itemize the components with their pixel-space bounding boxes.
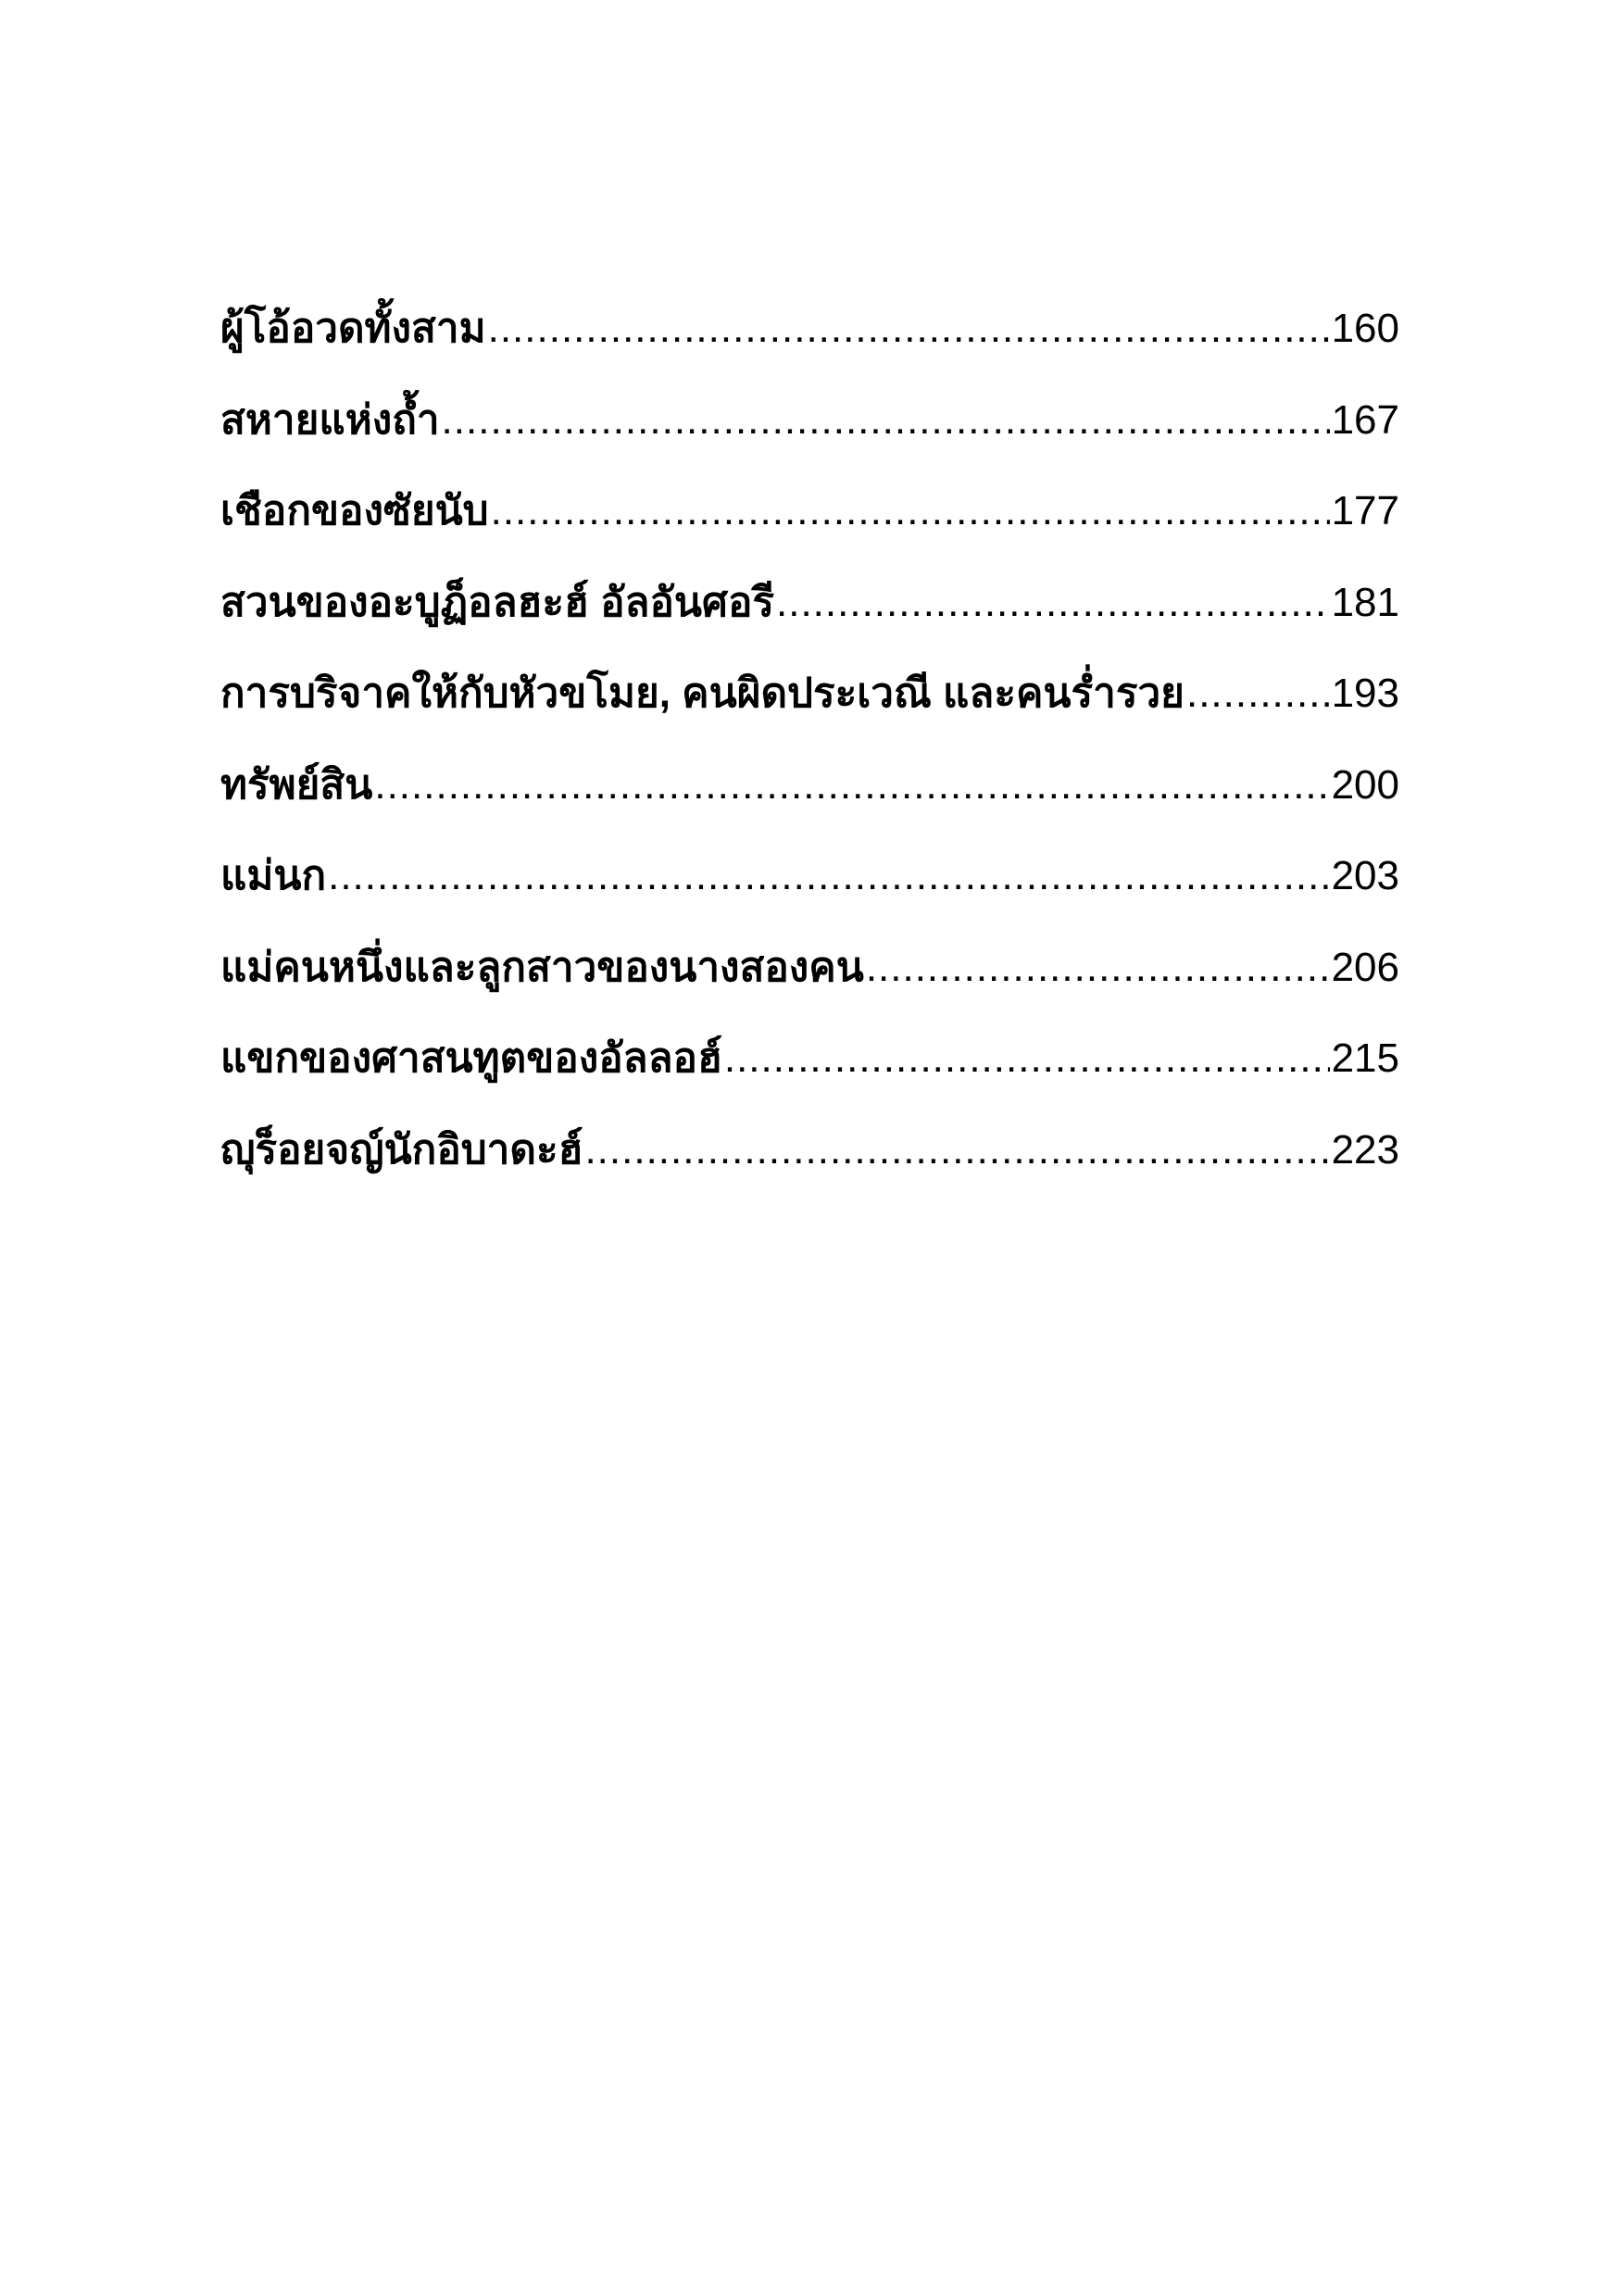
toc-entry-title: สวนของอะบูฏ็อลฮะฮ์ อัลอันศอรี: [220, 579, 774, 625]
toc-entry-page: 215: [1331, 1035, 1399, 1081]
toc-entry-page: 223: [1331, 1126, 1399, 1173]
toc-entry-page: 200: [1331, 761, 1399, 808]
toc-entry-page: 167: [1331, 396, 1399, 443]
dot-leader: [488, 283, 1330, 375]
toc-entry[interactable]: [220, 283, 1399, 375]
toc-entry[interactable]: [220, 375, 1399, 467]
toc-entry[interactable]: [220, 1105, 1399, 1197]
toc-entry-page: 203: [1331, 853, 1399, 898]
toc-entry-title: ผู้โอ้อวดทั้งสาม: [220, 306, 486, 351]
toc-entry[interactable]: [220, 740, 1399, 832]
toc-entry[interactable]: [220, 922, 1399, 1014]
toc-entry[interactable]: [220, 466, 1399, 558]
dot-leader: [491, 466, 1330, 558]
toc-entry-title: เชือกของซัยนับ: [220, 488, 489, 533]
toc-entry-title: แม่นก: [220, 853, 327, 898]
dot-leader: [374, 740, 1329, 832]
toc-entry-page: 206: [1331, 944, 1399, 990]
toc-entry[interactable]: [220, 558, 1399, 649]
toc-entry-page: 193: [1331, 671, 1399, 716]
dot-leader: [776, 558, 1330, 649]
toc-entry-title: ทรัพย์สิน: [220, 761, 373, 808]
dot-leader: [1186, 648, 1330, 740]
toc-entry-page: 177: [1331, 488, 1399, 533]
toc-entry[interactable]: [220, 648, 1399, 740]
table-of-contents: [220, 283, 1399, 1196]
toc-entry[interactable]: [220, 831, 1399, 922]
dot-leader: [866, 922, 1330, 1014]
dot-leader: [442, 375, 1330, 467]
dot-leader: [584, 1105, 1329, 1197]
dot-leader: [724, 1013, 1330, 1105]
toc-entry-title: ญุร็อยจญ์นักอิบาดะฮ์: [220, 1126, 583, 1173]
dot-leader: [328, 831, 1329, 922]
toc-entry-title: แขกของศาสนทูตของอัลลอฮ์: [220, 1035, 722, 1081]
toc-entry[interactable]: [220, 1013, 1399, 1105]
toc-entry-title: สหายแห่งถ้ำ: [220, 396, 440, 443]
toc-entry-page: 181: [1331, 579, 1399, 625]
toc-entry-title: แม่คนหนึ่งและลูกสาวของนางสองคน: [220, 944, 864, 990]
toc-entry-page: 160: [1331, 306, 1399, 351]
toc-entry-title: การบริจาคให้กับหัวขโมย, คนผิดประเวณี และคนร่ำรวย: [220, 671, 1185, 716]
